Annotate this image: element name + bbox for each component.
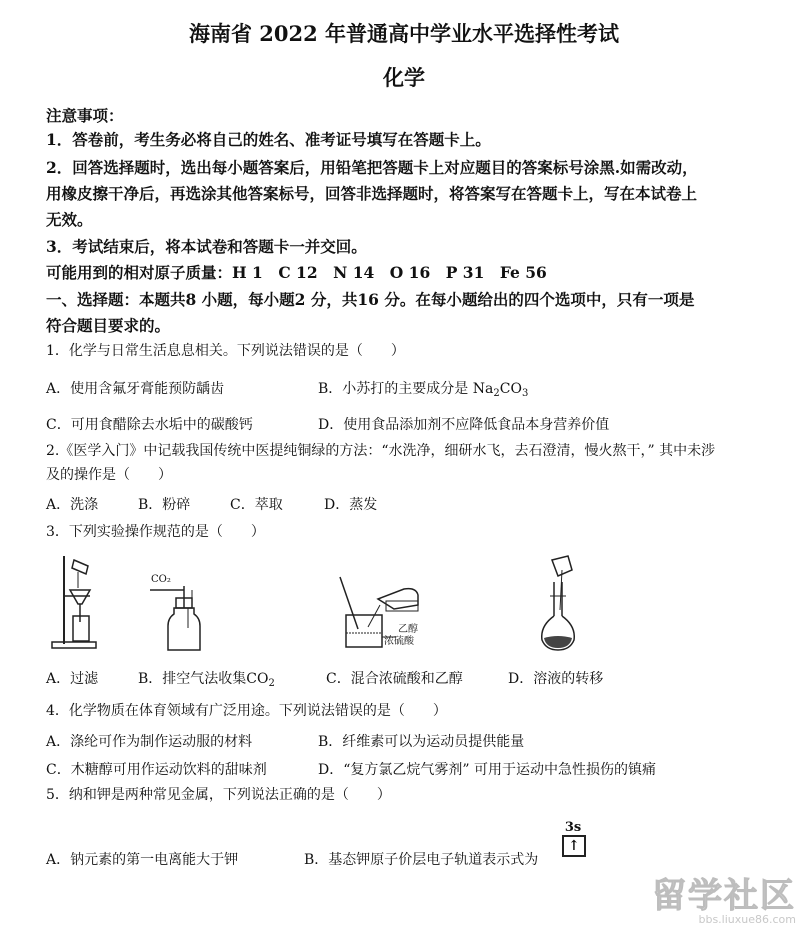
orbital-box xyxy=(562,835,586,857)
notice-item-2-line-2: 用橡皮擦干净后，再选涂其他答案标号，回答非选择题时，将答案写在答题卡上，写在本试卷上 xyxy=(46,184,698,203)
q2-stem-line-1: 2.《医学入门》中记载我国传统中医提纯铜绿的方法：“水洗净，细研水飞，去石澄清，慢火熬干，” 其中未涉 xyxy=(46,443,716,459)
q3-figure-b-label: CO₂ xyxy=(151,574,171,585)
q1-stem: 1．化学与日常生活息息相关。下列说法错误的是（ ） xyxy=(46,343,405,359)
section-1-heading-line-1: 一、选择题：本题共8 小题，每小题2 分，共16 分。在每小题给出的四个选项中，只有一项是 xyxy=(46,290,695,309)
q2-option-c: C．萃取 xyxy=(230,497,283,513)
q5-option-a: A．钠元素的第一电离能大于钾 xyxy=(46,852,239,868)
notice-item-2-line-3: 无效。 xyxy=(46,210,93,229)
q3-option-c: C．混合浓硫酸和乙醇 xyxy=(326,671,463,687)
q4-stem: 4．化学物质在体育领域有广泛用途。下列说法错误的是（ ） xyxy=(46,703,447,719)
q2-option-b: B．粉碎 xyxy=(138,497,191,513)
q3-stem: 3．下列实验操作规范的是（ ） xyxy=(46,524,265,540)
notice-item-1: 1．答卷前，考生务必将自己的姓名、准考证号填写在答题卡上。 xyxy=(46,130,491,149)
q3-figure-transfer xyxy=(534,554,584,654)
orbital-label: 3s xyxy=(564,820,582,835)
q1-option-c: C．可用食醋除去水垢中的碳酸钙 xyxy=(46,417,253,433)
q2-stem-line-2: 及的操作是（ ） xyxy=(46,467,172,483)
watermark-brand: 留学社区 xyxy=(652,876,796,916)
q3-figure-c-label-ethanol: 乙醇 xyxy=(398,624,418,635)
q2-option-a: A．洗涤 xyxy=(46,497,99,513)
q4-option-c: C．木糖醇可用作运动饮料的甜味剂 xyxy=(46,762,267,778)
q4-option-b: B．纤维素可以为运动员提供能量 xyxy=(318,734,525,750)
q1-option-a: A．使用含氟牙膏能预防龋齿 xyxy=(46,381,225,397)
q3-option-b: B．排空气法收集$CO_2$ xyxy=(138,671,275,689)
q3-figure-filtration xyxy=(46,552,102,652)
notice-item-2-line-1: 2．回答选择题时，选出每小题答案后，用铅笔把答题卡上对应题目的答案标号涂黑.如需改动， xyxy=(46,158,698,177)
q3-option-d: D．溶液的转移 xyxy=(508,671,604,687)
q3-option-a: A．过滤 xyxy=(46,671,99,687)
watermark xyxy=(652,868,796,926)
q5-stem: 5．纳和钾是两种常见金属，下列说法正确的是（ ） xyxy=(46,787,391,803)
watermark-url: bbs.liuxue86.com xyxy=(698,913,796,926)
q4-option-a: A．涤纶可作为制作运动服的材料 xyxy=(46,734,253,750)
q4-option-d: D．“复方氯乙烷气雾剂” 可用于运动中急性损伤的镇痛 xyxy=(318,762,656,778)
q1-option-b: B．小苏打的主要成分是 $Na_2CO_3$ xyxy=(318,381,529,399)
electron-up-arrow-icon: ↑ xyxy=(568,838,580,854)
atomic-mass-line: 可能用到的相对原子质量：H 1 C 12 N 14 O 16 P 31 Fe 56 xyxy=(46,263,547,282)
section-1-heading-line-2: 符合题目要求的。 xyxy=(46,316,171,335)
q2-option-d: D．蒸发 xyxy=(324,497,378,513)
exam-subject: 化学 xyxy=(383,65,425,90)
q5-option-b: B．基态钾原子价层电子轨道表示式为 xyxy=(304,852,539,868)
notice-heading: 注意事项： xyxy=(46,106,124,125)
exam-title: 海南省 2022 年普通高中学业水平选择性考试 xyxy=(188,21,620,46)
notice-item-3: 3．考试结束后，将本试卷和答题卡一并交回。 xyxy=(46,237,367,256)
q3-figure-c-label-acid: 浓硫酸 xyxy=(384,636,414,647)
q1-option-d: D．使用食品添加剂不应降低食品本身营养价值 xyxy=(318,417,610,433)
orbital-diagram xyxy=(560,820,586,857)
